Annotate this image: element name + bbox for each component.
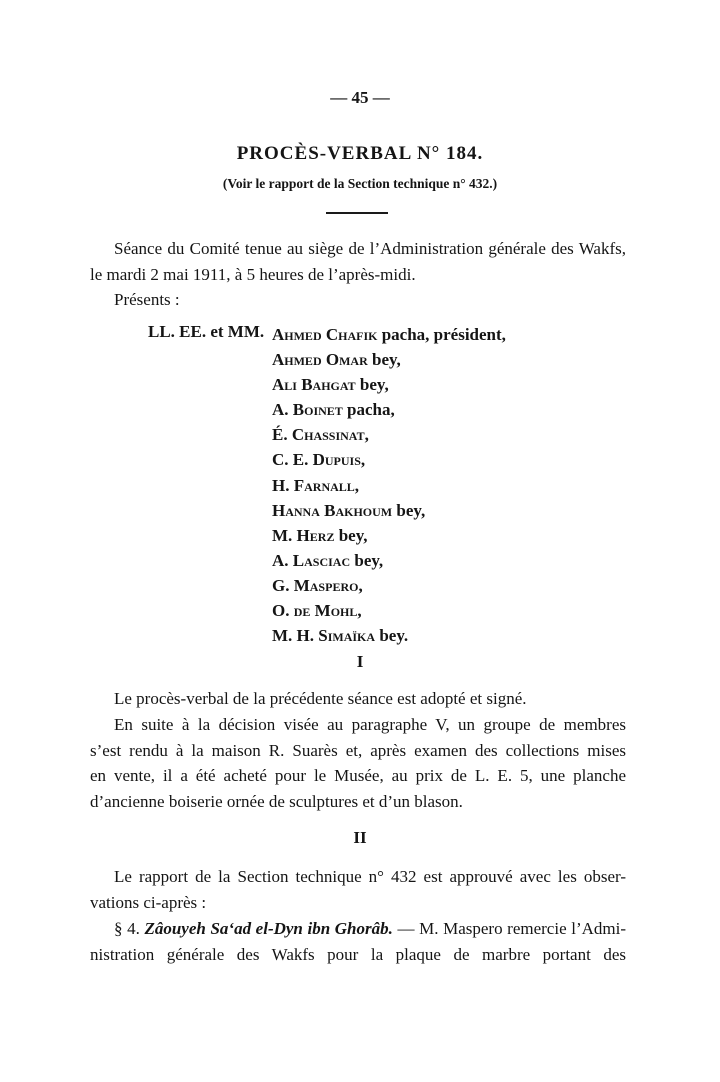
member-item: [272, 623, 506, 648]
section2-para2-line-1-rest: — M. Maspero remercie l’Admi-: [392, 919, 626, 938]
member-item: [272, 372, 506, 397]
section-heading-2: II: [353, 828, 367, 847]
member-suffix: bey,: [367, 350, 401, 370]
member-suffix: bey,: [334, 525, 368, 545]
member-item: [272, 322, 506, 347]
members-list: [272, 322, 506, 648]
member-name: M. Herz: [272, 525, 335, 545]
section1-para2-line-4: d’ancienne boiserie ornée de sculptures et d’un blason.: [90, 791, 463, 811]
member-suffix: ,: [364, 425, 369, 445]
member-name: H. Farnall: [272, 475, 355, 495]
section2-para2-line-1: [90, 916, 626, 942]
member-name: Ahmed Chafik: [272, 325, 378, 344]
member-name: Ali Bahgat: [272, 375, 356, 395]
member-name: É. Chassinat: [272, 425, 365, 445]
member-item: [272, 523, 506, 548]
member-suffix: bey,: [350, 550, 384, 570]
section2-para1: [90, 864, 626, 915]
member-suffix: bey.: [375, 626, 409, 646]
member-suffix: ,: [358, 575, 363, 595]
member-name: Hanna Bakhoum: [272, 500, 393, 520]
member-item: [272, 498, 506, 523]
section2-para2: [90, 916, 626, 967]
intro-line-1: Séance du Comité tenue au siège de l’Administration générale des Wakfs,: [114, 239, 626, 258]
section1-para2-line-3: en vente, il a été acheté pour le Musée, au prix de L. E. 5, une planche: [90, 766, 626, 786]
page-number: — 45 —: [330, 88, 390, 107]
member-suffix: pacha, président,: [377, 325, 506, 344]
section1-para2: [90, 712, 626, 814]
member-name: Ahmed Omar: [272, 350, 368, 370]
section1-para2-line-2: s’est rendu à la maison R. Suarès et, après examen des collections mises: [90, 740, 626, 760]
member-item: [272, 422, 506, 447]
member-suffix: ,: [357, 601, 362, 621]
member-name: M. H. Simaïka: [272, 626, 376, 646]
member-suffix: ,: [354, 475, 360, 495]
member-item: [272, 573, 506, 598]
report-reference: (Voir le rapport de la Section technique n° 432.): [222, 176, 498, 191]
section2-para1-line-2: vations ci-après :: [90, 892, 207, 912]
members-group-label: LL. EE. et MM.: [148, 322, 265, 341]
member-name: A. Lasciac: [272, 550, 351, 570]
member-suffix: ,: [360, 450, 366, 470]
member-name: C. E. Dupuis: [272, 450, 361, 470]
intro-line-2: le mardi 2 mai 1911, à 5 heures de l’après-midi.: [90, 264, 416, 284]
member-item: [272, 347, 506, 372]
section2-para2-line-2: nistration générale des Wakfs pour la plaque de marbre portant des: [90, 944, 626, 964]
member-item: [272, 397, 506, 422]
member-suffix: bey,: [392, 500, 426, 520]
section2-para1-line-1: Le rapport de la Section technique n° 432 est approuvé avec les obser-: [114, 867, 626, 886]
section1-para1-line: Le procès-verbal de la précédente séance est adopté et signé.: [114, 689, 527, 708]
member-item: [272, 447, 506, 472]
member-item: [272, 598, 506, 623]
presents-label: Présents :: [114, 290, 180, 309]
page-title: PROCÈS-VERBAL N° 184.: [236, 143, 484, 164]
section1-para1: [90, 686, 626, 712]
member-item: [272, 473, 506, 498]
member-item: [272, 548, 506, 573]
member-suffix: bey,: [355, 375, 389, 395]
intro-paragraph: [90, 236, 626, 287]
section1-para2-line-1: En suite à la décision visée au paragraphe V, un groupe de membres: [114, 715, 626, 734]
monument-title: Zâouyeh Sa‘ad el-Dyn ibn Ghorâb.: [144, 919, 393, 938]
member-name: A. Boinet: [272, 400, 343, 420]
member-name: G. Maspero: [272, 575, 359, 595]
paragraph-reference: § 4.: [114, 919, 140, 938]
member-name: O. de Mohl: [272, 601, 358, 621]
section-heading-1: I: [356, 652, 364, 671]
title-divider: [326, 212, 388, 214]
member-suffix: pacha,: [342, 400, 395, 420]
